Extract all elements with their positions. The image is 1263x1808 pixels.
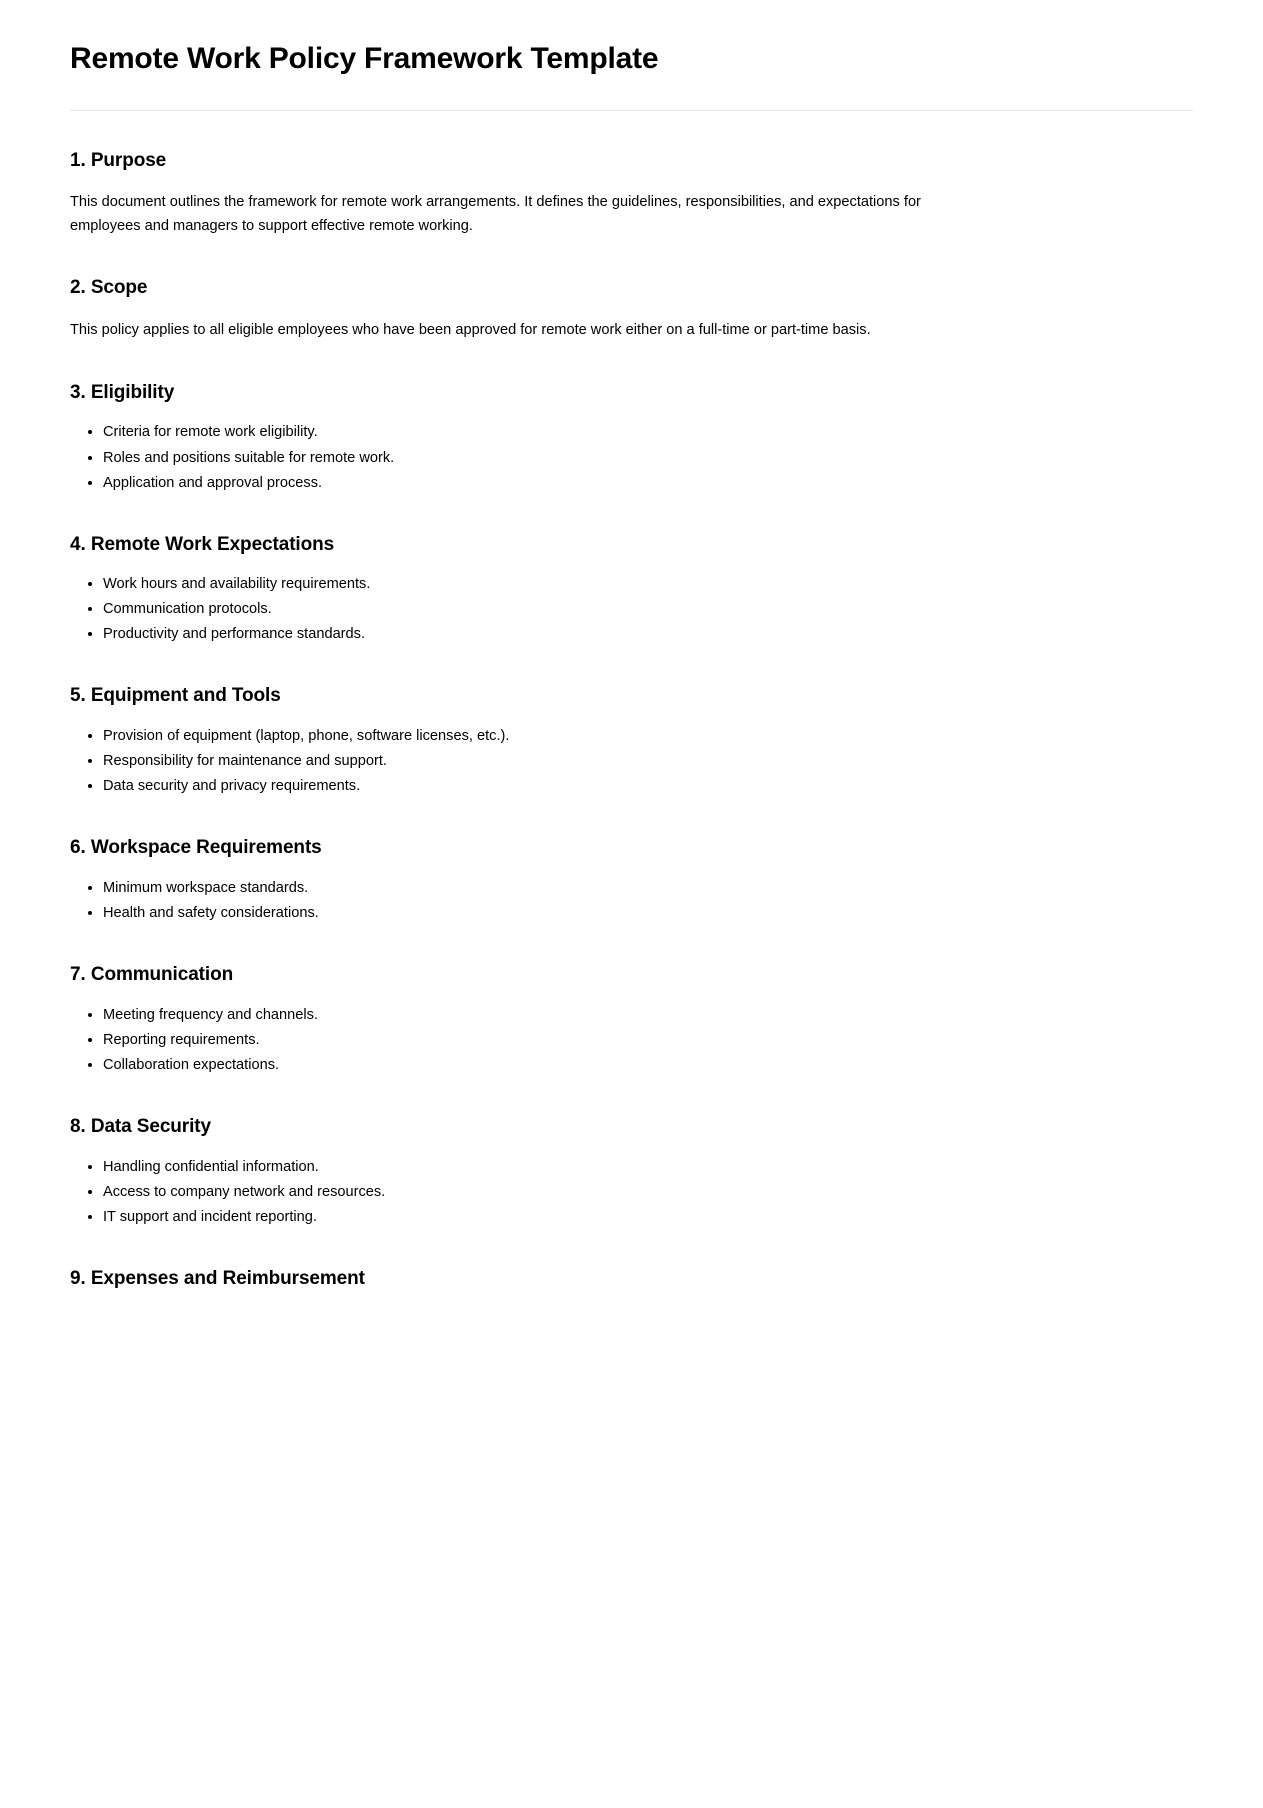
list-item: • Productivity and performance standards.	[103, 623, 1193, 646]
section-bullet-list	[70, 1004, 1193, 1077]
title-divider	[70, 110, 1193, 111]
document-section	[70, 1115, 1193, 1229]
list-item: • Handling confidential information.	[103, 1156, 1193, 1179]
list-item: • Responsibility for maintenance and support.	[103, 750, 1193, 773]
section-heading: 7. Communication	[70, 964, 234, 986]
section-bullet-list	[70, 421, 1193, 494]
document-section	[70, 381, 1193, 495]
document-section	[70, 276, 1193, 342]
section-heading: 9. Expenses and Reimbursement	[70, 1267, 365, 1289]
list-item: • IT support and incident reporting.	[103, 1206, 1193, 1229]
document-section	[70, 836, 1193, 925]
section-heading: 5. Equipment and Tools	[70, 685, 281, 707]
list-item: • Collaboration expectations.	[103, 1054, 1193, 1077]
document-section	[70, 684, 1193, 798]
section-bullet-list	[70, 573, 1193, 646]
list-item: • Meeting frequency and channels.	[103, 1004, 1193, 1027]
document-section	[70, 1267, 1193, 1292]
section-heading: 3. Eligibility	[70, 381, 175, 403]
list-item: • Health and safety considerations.	[103, 902, 1193, 925]
list-item: • Provision of equipment (laptop, phone, software licenses, etc.).	[103, 725, 1193, 748]
list-item: • Criteria for remote work eligibility.	[103, 421, 1193, 444]
section-paragraph: This document outlines the framework for remote work arrangements. It defines the guidelines, responsibilities, and expectations for employees and managers to support effective remote working.	[70, 194, 921, 234]
document-sections	[70, 149, 1193, 1292]
page-blank-area	[0, 1300, 1263, 1808]
section-heading: 1. Purpose	[70, 149, 167, 171]
section-bullet-list	[70, 725, 1193, 798]
page-title: Remote Work Policy Framework Template	[70, 42, 659, 75]
document-section	[70, 149, 1193, 239]
list-item: • Application and approval process.	[103, 472, 1193, 495]
section-heading: 8. Data Security	[70, 1115, 211, 1137]
list-item: • Communication protocols.	[103, 598, 1193, 621]
document-section	[70, 963, 1193, 1077]
document-section	[70, 533, 1193, 647]
list-item: • Access to company network and resources.	[103, 1181, 1193, 1204]
list-item: • Reporting requirements.	[103, 1029, 1193, 1052]
section-heading: 6. Workspace Requirements	[70, 837, 322, 859]
section-heading: 2. Scope	[70, 277, 148, 299]
list-item: • Data security and privacy requirements.	[103, 775, 1193, 798]
section-paragraph: This policy applies to all eligible employees who have been approved for remote work either on a full-time or part-time basis.	[70, 322, 871, 339]
list-item: • Work hours and availability requirements.	[103, 573, 1193, 596]
section-bullet-list	[70, 877, 1193, 925]
list-item: • Roles and positions suitable for remote work.	[103, 447, 1193, 470]
section-bullet-list	[70, 1156, 1193, 1229]
list-item: • Minimum workspace standards.	[103, 877, 1193, 900]
section-heading: 4. Remote Work Expectations	[70, 533, 335, 555]
